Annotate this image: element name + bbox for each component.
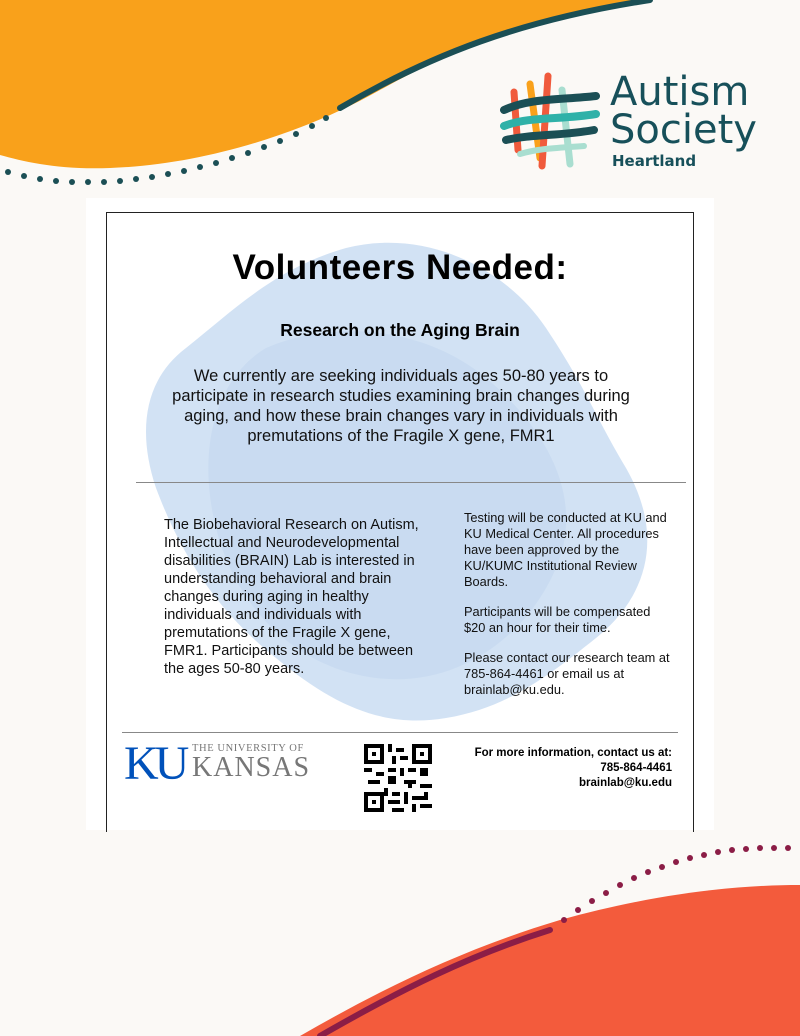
- volunteer-flyer: [86, 198, 714, 830]
- lab-description: The Biobehavioral Research on Autism, Intellectual and Neurodevelopmental disabilities (BRAIN) Lab is interested in understanding behavioral and brain changes during aging in healthy individuals and individuals with premutations of the Fragile X gene, FMR1. Participants should be between the ages 50-80 years.: [164, 517, 419, 677]
- flyer-subtitle: Research on the Aging Brain: [280, 320, 520, 340]
- ku-logo-letters: KU: [124, 737, 186, 790]
- contact-text: Please contact our research team at 785-864-4461 or email us at brainlab@ku.edu.: [464, 650, 670, 697]
- logo-word-society: Society: [610, 107, 757, 153]
- footer-divider: [122, 732, 678, 733]
- contact-heading: For more information, contact us at:: [474, 747, 672, 759]
- testing-location-text: Testing will be conducted at KU and KU Medical Center. All procedures have been approved by the KU/KUMC Institutional Review Boards.: [464, 510, 667, 589]
- compensation-text: Participants will be compensated $20 an hour for their time.: [464, 604, 651, 635]
- qr-code-icon[interactable]: [364, 744, 432, 812]
- autism-society-puzzle-weave-icon: [500, 70, 600, 170]
- contact-phone: 785-864-4461: [600, 762, 672, 774]
- autism-society-logo: [500, 70, 760, 180]
- study-details: [464, 510, 674, 712]
- logo-word-autism: Autism: [610, 69, 750, 115]
- contact-info: [426, 746, 672, 791]
- bottom-red-wave: [300, 885, 800, 1036]
- flyer-title: Volunteers Needed:: [232, 248, 568, 287]
- section-divider: [136, 482, 686, 483]
- ku-logo-line1: THE UNIVERSITY OF: [192, 743, 304, 754]
- contact-email[interactable]: brainlab@ku.edu: [578, 777, 672, 789]
- flyer-intro: We currently are seeking individuals ages 50-80 years to participate in research studies examining brain changes during aging, and how these brain changes vary in individuals with premutations of the Fragile X gene, FMR1: [172, 367, 630, 445]
- ku-logo: [124, 737, 311, 790]
- ku-logo-line2: KANSAS: [192, 752, 311, 783]
- logo-word-heartland: Heartland: [612, 152, 697, 170]
